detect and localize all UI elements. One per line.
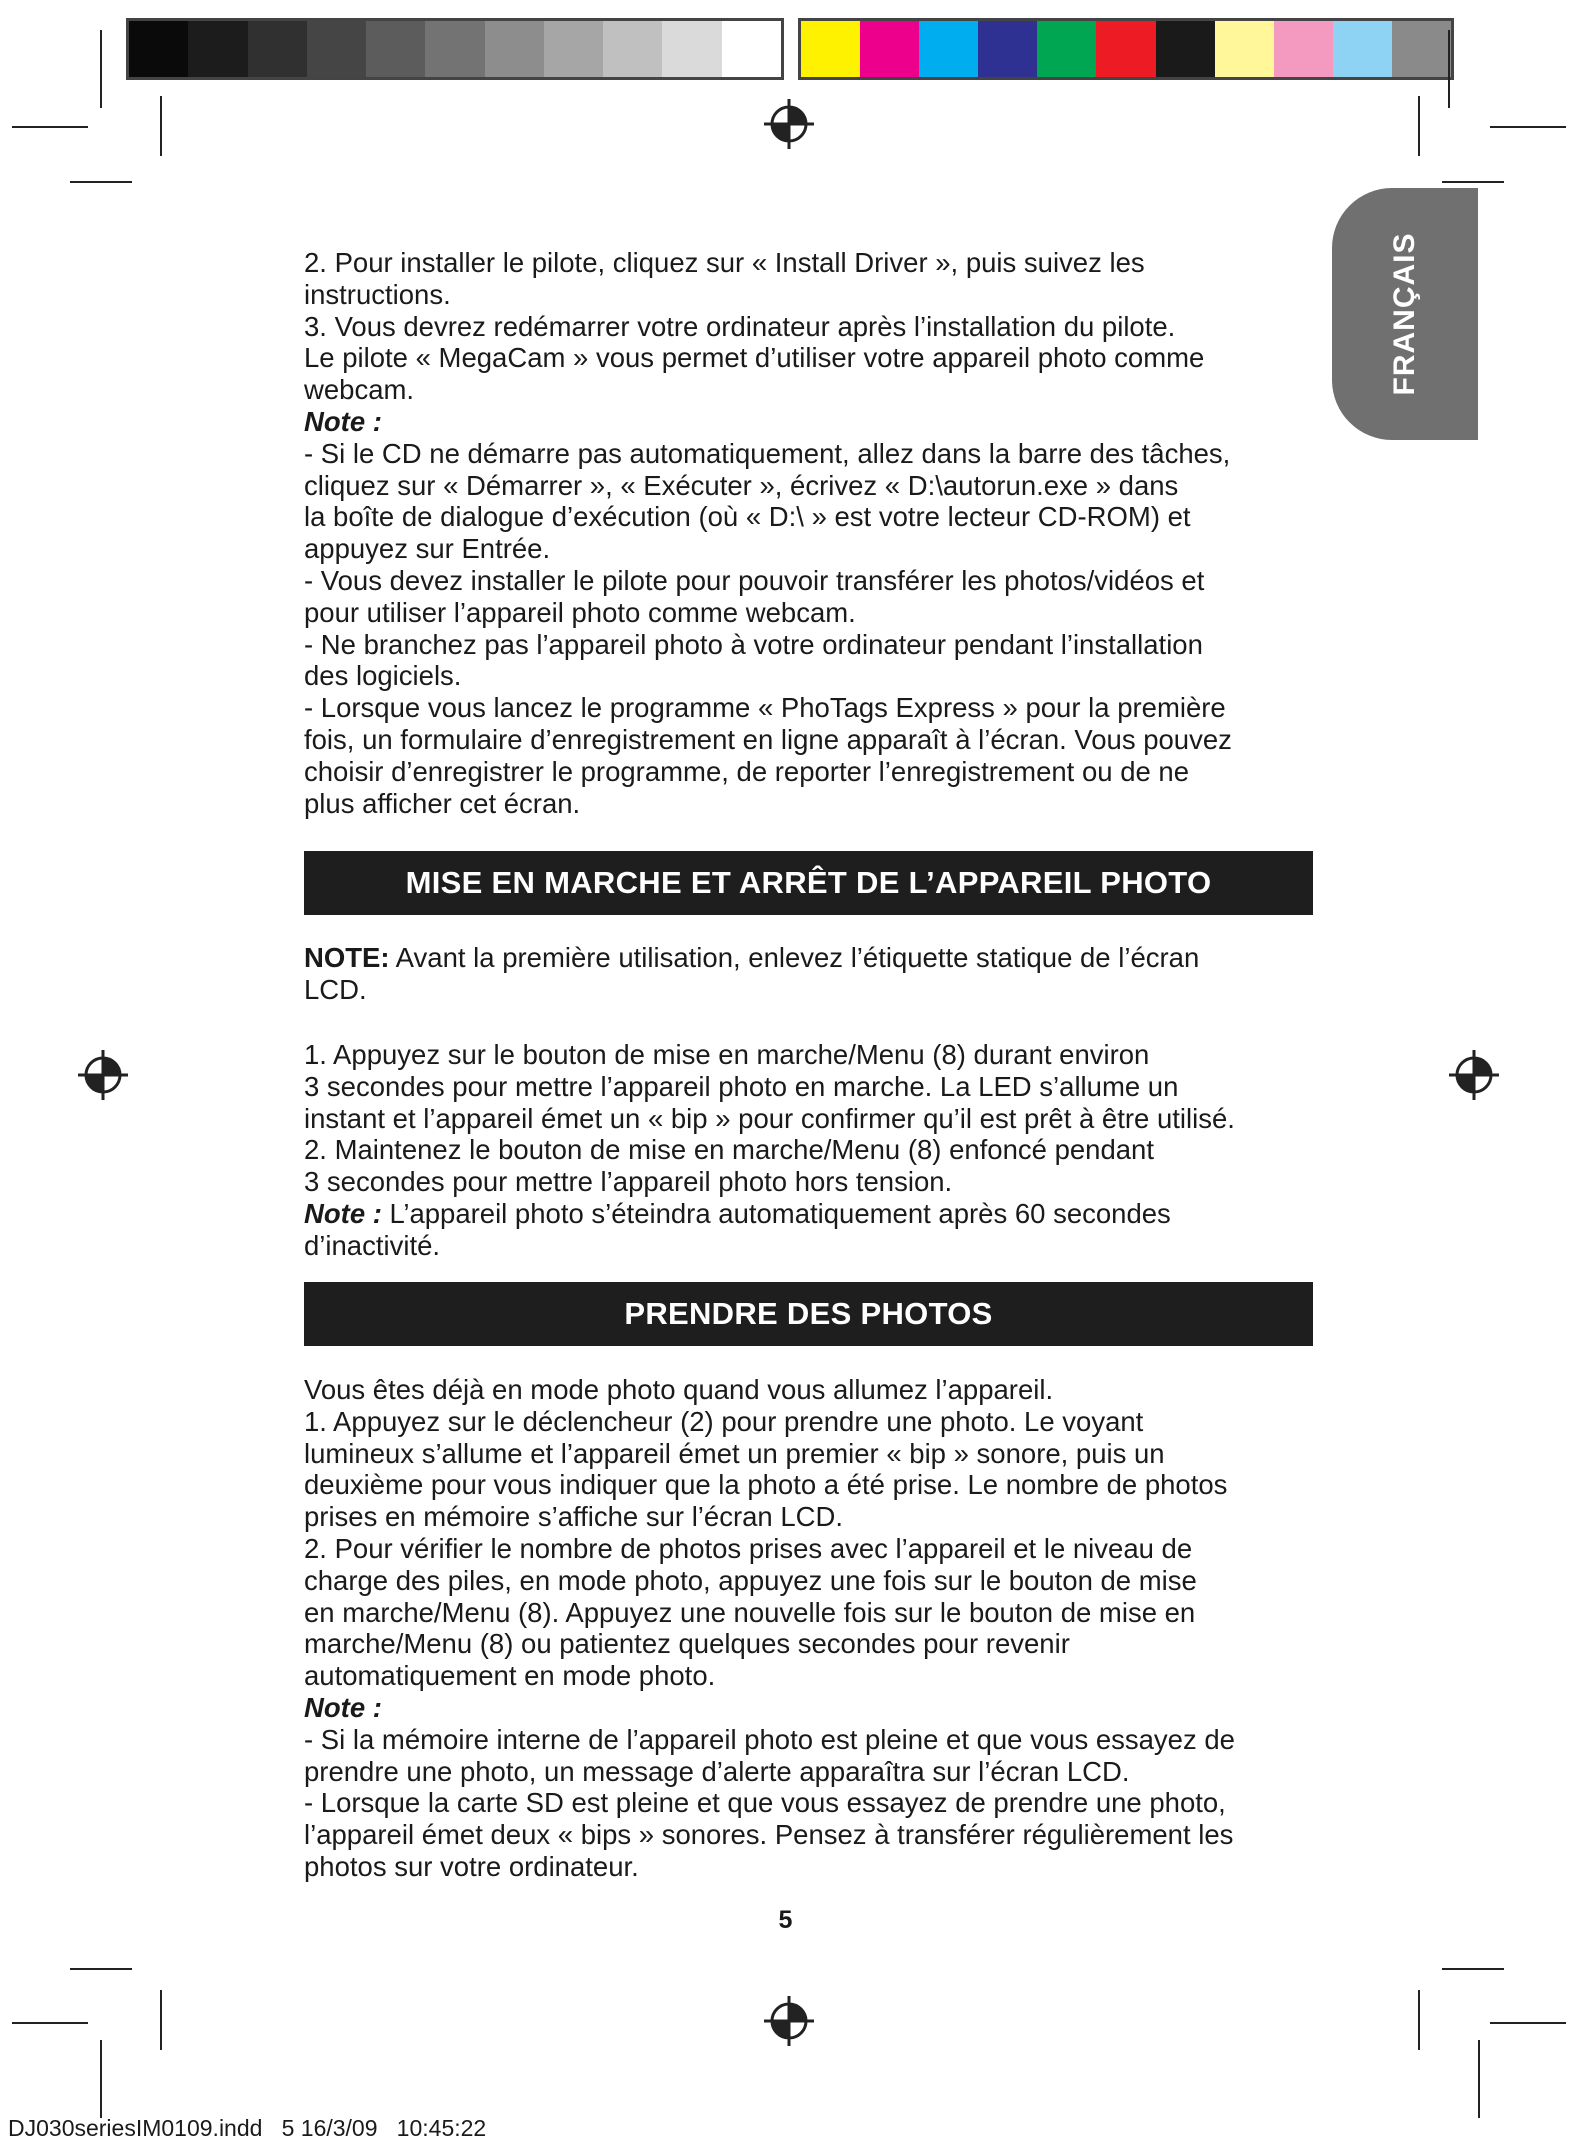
note-label: NOTE: <box>304 942 390 973</box>
section-heading-power <box>304 851 1313 915</box>
section-heading-text: PRENDRE DES PHOTOS <box>624 1296 993 1331</box>
body-line: charge des piles, en mode photo, appuyez une fois sur le bouton de mise <box>304 1564 1197 1596</box>
body-line: Vous êtes déjà en mode photo quand vous allumez l’appareil. <box>304 1374 1054 1405</box>
crop-mark <box>1418 96 1420 156</box>
crop-mark <box>70 181 132 183</box>
color-swatch <box>978 21 1037 77</box>
color-swatch <box>1156 21 1215 77</box>
crop-mark <box>160 96 162 156</box>
note-label: Note : <box>304 405 382 437</box>
gray-swatch <box>485 21 544 77</box>
color-swatch <box>1274 21 1333 77</box>
note-line: l’appareil émet deux « bips » sonores. Pensez à transférer régulièrement les <box>304 1819 1234 1851</box>
color-swatch <box>860 21 919 77</box>
process-color-bar <box>798 18 1454 80</box>
gray-swatch <box>188 21 247 77</box>
driver-install-block <box>304 247 1314 819</box>
gray-swatch <box>722 21 781 77</box>
color-swatch <box>1215 21 1274 77</box>
color-swatch <box>1096 21 1155 77</box>
gray-swatch <box>307 21 366 77</box>
note-line: appuyez sur Entrée. <box>304 533 551 565</box>
crop-mark <box>1418 1990 1420 2050</box>
gray-swatch <box>662 21 721 77</box>
crop-mark <box>70 1968 132 1970</box>
body-line: automatiquement en mode photo. <box>304 1660 716 1692</box>
gray-swatch <box>603 21 662 77</box>
crop-mark <box>1490 126 1566 128</box>
gray-swatch <box>544 21 603 77</box>
note-line: prendre une photo, un message d’alerte apparaîtra sur l’écran LCD. <box>304 1755 1130 1787</box>
body-line: 2. Maintenez le bouton de mise en marche/Menu (8) enfoncé pendant <box>304 1134 1154 1166</box>
crop-mark <box>1442 1968 1504 1970</box>
crop-mark <box>100 30 102 108</box>
note-line: - Lorsque vous lancez le programme « PhoTags Express » pour la première <box>304 692 1226 724</box>
note-line: d’inactivité. <box>304 1229 441 1261</box>
crop-mark <box>1490 2022 1566 2024</box>
note-line: pour utiliser l’appareil photo comme webcam. <box>304 596 856 628</box>
body-line: webcam. <box>304 374 415 406</box>
color-swatch <box>1392 21 1451 77</box>
note-line: plus afficher cet écran. <box>304 787 581 819</box>
color-swatch <box>1333 21 1392 77</box>
note-line: des logiciels. <box>304 660 462 692</box>
note-line: cliquez sur « Démarrer », « Exécuter », écrivez « D:\autorun.exe » dans <box>304 469 1179 501</box>
body-line: 2. Pour installer le pilote, cliquez sur « Install Driver », puis suivez les <box>304 247 1145 278</box>
note-line: choisir d’enregistrer le programme, de reporter l’enregistrement ou de ne <box>304 755 1190 787</box>
note-line: photos sur votre ordinateur. <box>304 1850 639 1882</box>
crop-mark <box>1478 2040 1480 2118</box>
note-line: - Lorsque la carte SD est pleine et que vous essayez de prendre une photo, <box>304 1787 1226 1819</box>
note-line: fois, un formulaire d’enregistrement en ligne apparaît à l’écran. Vous pouvez <box>304 723 1232 755</box>
body-line: 3. Vous devrez redémarrer votre ordinateur après l’installation du pilote. <box>304 310 1176 342</box>
gray-swatch <box>129 21 188 77</box>
body-line: instant et l’appareil émet un « bip » pour confirmer qu’il est prêt à être utilisé. <box>304 1102 1235 1134</box>
gray-swatch <box>425 21 484 77</box>
body-line: Le pilote « MegaCam » vous permet d’utiliser votre appareil photo comme <box>304 342 1205 374</box>
body-line: 2. Pour vérifier le nombre de photos prises avec l’appareil et le niveau de <box>304 1532 1193 1564</box>
power-note-block <box>304 942 1314 1006</box>
photos-block <box>304 1374 1314 1883</box>
body-line: 1. Appuyez sur le bouton de mise en marche/Menu (8) durant environ <box>304 1039 1150 1070</box>
body-line: en marche/Menu (8). Appuyez une nouvelle fois sur le bouton de mise en <box>304 1596 1196 1628</box>
body-line: 3 secondes pour mettre l’appareil photo hors tension. <box>304 1166 953 1198</box>
print-slug-footer: DJ030seriesIM0109.indd 5 16/3/09 10:45:22 <box>8 2115 487 2141</box>
grayscale-color-bar <box>126 18 784 80</box>
body-line: 3 secondes pour mettre l’appareil photo en marche. La LED s’allume un <box>304 1070 1179 1102</box>
note-label: Note : <box>304 1691 382 1723</box>
crop-mark <box>100 2040 102 2118</box>
note-line: - Ne branchez pas l’appareil photo à votre ordinateur pendant l’installation <box>304 628 1203 660</box>
gray-swatch <box>248 21 307 77</box>
language-tab <box>1332 188 1478 440</box>
note-line: - Si le CD ne démarre pas automatiquement, allez dans la barre des tâches, <box>304 437 1231 469</box>
registration-target-icon <box>763 1995 815 2047</box>
crop-mark <box>12 2022 88 2024</box>
note-line: - Si la mémoire interne de l’appareil photo est pleine et que vous essayez de <box>304 1723 1235 1755</box>
crop-mark <box>1448 30 1450 108</box>
registration-target-icon <box>1448 1049 1500 1101</box>
crop-mark <box>160 1990 162 2050</box>
section-heading-text: MISE EN MARCHE ET ARRÊT DE L’APPAREIL PHOTO <box>405 865 1212 900</box>
body-line: 1. Appuyez sur le déclencheur (2) pour prendre une photo. Le voyant <box>304 1405 1144 1437</box>
note-text: L’appareil photo s’éteindra automatiquement après 60 secondes <box>381 1197 1171 1229</box>
body-line: lumineux s’allume et l’appareil émet un premier « bip » sonore, puis un <box>304 1437 1165 1469</box>
power-steps-block <box>304 1039 1314 1262</box>
color-swatch <box>1037 21 1096 77</box>
body-line: prises en mémoire s’affiche sur l’écran LCD. <box>304 1501 844 1533</box>
note-line <box>304 942 1314 974</box>
section-heading-photos <box>304 1282 1313 1346</box>
registration-target-icon <box>77 1049 129 1101</box>
note-line: - Vous devez installer le pilote pour pouvoir transférer les photos/vidéos et <box>304 564 1205 596</box>
page-number: 5 <box>778 1906 793 1934</box>
crop-mark <box>1442 181 1504 183</box>
note-line: LCD. <box>304 973 367 1005</box>
body-line: instructions. <box>304 278 451 310</box>
note-label: Note : <box>304 1197 382 1229</box>
crop-mark <box>12 126 88 128</box>
language-tab-label: FRANÇAIS <box>1388 232 1421 396</box>
body-line: marche/Menu (8) ou patientez quelques secondes pour revenir <box>304 1628 1070 1660</box>
registration-target-icon <box>763 98 815 150</box>
color-swatch <box>801 21 860 77</box>
color-swatch <box>919 21 978 77</box>
gray-swatch <box>366 21 425 77</box>
note-text: Avant la première utilisation, enlevez l’étiquette statique de l’écran <box>389 942 1200 973</box>
note-line <box>304 1198 1314 1230</box>
body-line: deuxième pour vous indiquer que la photo a été prise. Le nombre de photos <box>304 1469 1228 1501</box>
note-line: la boîte de dialogue d’exécution (où « D:\ » est votre lecteur CD-ROM) et <box>304 501 1191 533</box>
